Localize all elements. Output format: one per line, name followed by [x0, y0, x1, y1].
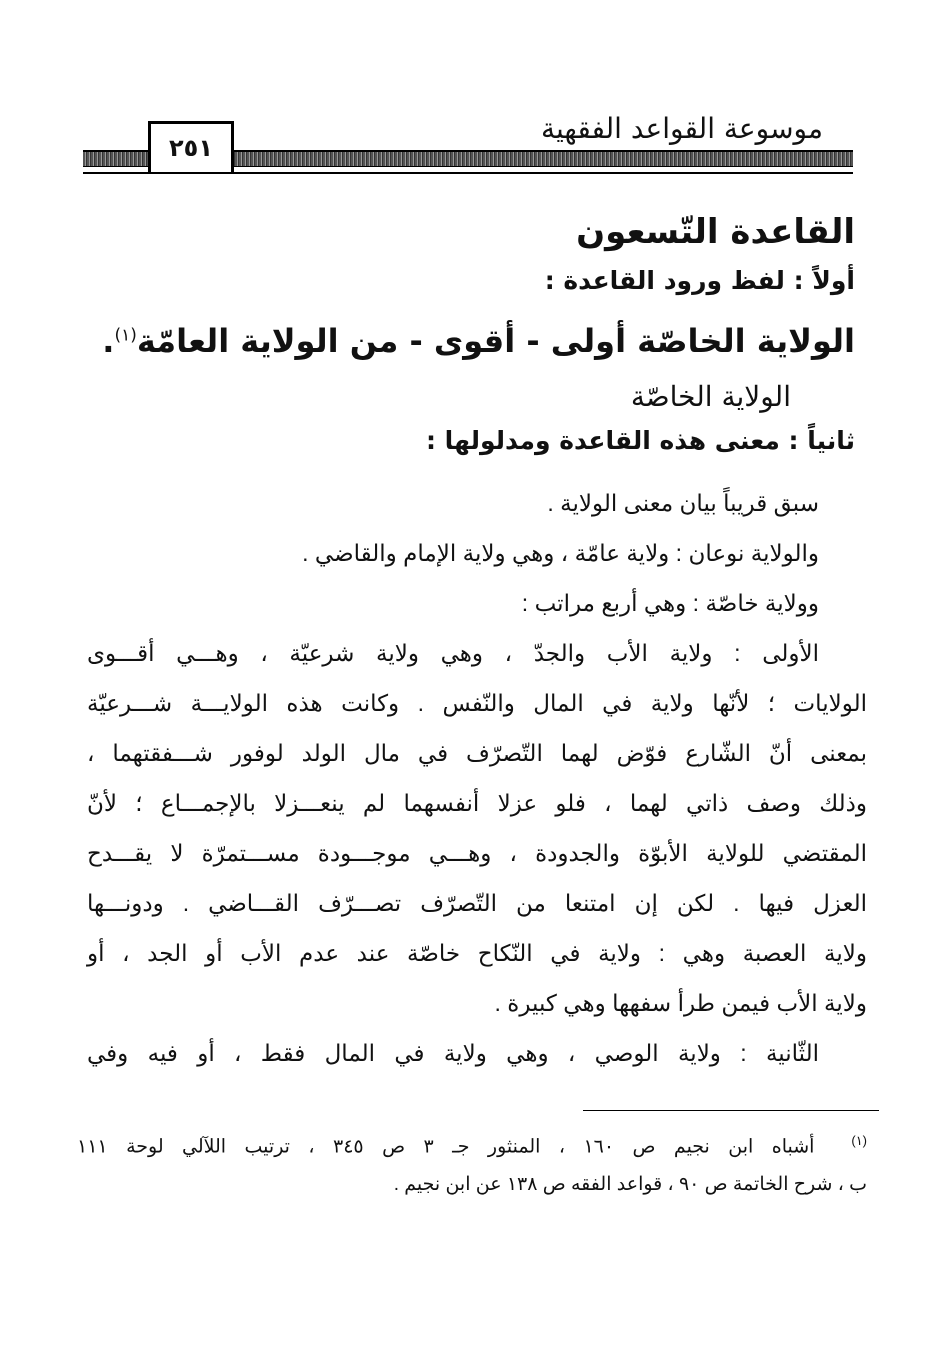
body-line: ولاية الأب فيمن طرأ سفهها وهي كبيرة .: [494, 990, 867, 1016]
body-line: المقتضي للولاية الأبوّة والجدودة ، وهـــي موجـــودة مســـتمرّة لا يقـــدح: [87, 840, 867, 866]
body-line: الثّانية : ولاية الوصي ، وهي ولاية في المال فقط ، أو فيه وفي: [87, 1040, 819, 1066]
body-line: والولاية نوعان : ولاية عامّة ، وهي ولاية الإمام والقاضي .: [302, 540, 819, 566]
footnote: [77, 1122, 867, 1204]
body-line: العزل فيها . لكن إن امتنعا من التّصرّف تصـــرّف القـــاضي . ودونـــها: [87, 890, 867, 916]
footnote-separator: [583, 1110, 879, 1111]
body-line: وولاية خاصّة : وهي أربع مراتب :: [521, 590, 819, 616]
rule-title: القاعدة التّسعون: [576, 212, 855, 252]
rule-statement: [102, 322, 855, 360]
footnote-reference: (١): [114, 325, 137, 346]
section-heading-second: ثانياً : معنى هذه القاعدة ومدلولها :: [425, 426, 855, 455]
footnote-line-1-text: أشباه ابن نجيم ص ١٦٠ ، المنثور جـ ٣ ص ٣٤٥ ، ترتيب اللآلي لوحة ١١١: [77, 1136, 815, 1158]
body-text: [87, 478, 867, 1078]
rule-statement-end: .: [102, 322, 115, 360]
header-rule-line: [83, 172, 853, 174]
footnote-mark: (١): [851, 1133, 868, 1148]
rule-short-form: الولاية الخاصّة: [630, 380, 791, 413]
book-title: موسوعة القواعد الفقهية: [540, 112, 823, 145]
body-line: ولاية العصبة وهي : ولاية في النّكاح خاصّة عند عدم الأب أو الجد ، أو: [87, 940, 867, 966]
rule-statement-text: الولاية الخاصّة أولى - أقوى - من الولاية العامّة: [136, 322, 855, 360]
body-line: بمعنى أنّ الشّارع فوّض لهما التّصرّف في مال الولد لوفور شـــفقتهما ،: [87, 740, 867, 766]
footnote-line-2: ب ، شرح الخاتمة ص ٩٠ ، قواعد الفقه ص ١٣٨ عن ابن نجيم .: [393, 1174, 867, 1196]
body-line: وذلك وصف ذاتي لهما ، فلو عزلا أنفسهما لم ينعـــزلا بالإجمـــاع ؛ لأنّ: [87, 790, 867, 816]
section-heading-first: أولاً : لفظ ورود القاعدة :: [544, 266, 855, 295]
footnote-line: [77, 1122, 867, 1166]
body-line: الأولى : ولاية الأب والجدّ ، وهي ولاية شرعيّة ، وهـــي أقـــوى: [87, 640, 819, 666]
body-line: الولايات ؛ لأنّها ولاية في المال والنّفس . وكانت هذه الولايـــة شـــرعيّة: [87, 690, 867, 716]
body-line: سبق قريباً بيان معنى الولاية .: [547, 490, 819, 516]
page-number: ٢٥١: [148, 121, 234, 172]
